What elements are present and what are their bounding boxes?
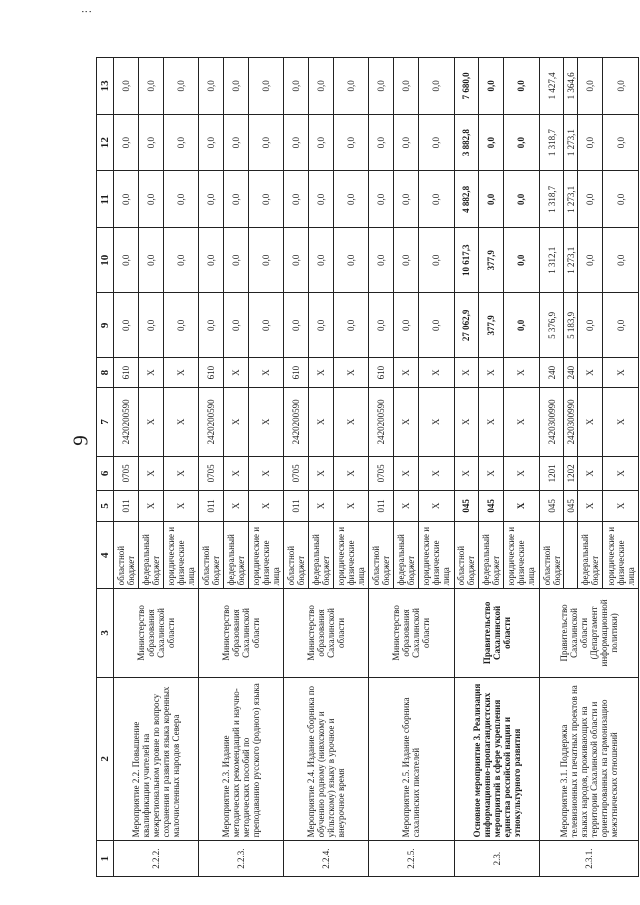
amount-value: 0,0 [114,171,139,228]
amount-value: 0,0 [394,228,419,293]
budget-code: X [309,358,334,387]
budget-code: X [333,358,369,387]
amount-value: 0,0 [309,228,334,293]
budget-code: X [603,387,639,456]
amount-value: 0,0 [199,114,224,171]
amount-value: 5 183,9 [564,293,578,358]
amount-value: 0,0 [199,228,224,293]
amount-value: 0,0 [603,58,639,115]
funding-source: юридические и физические лица [504,522,540,589]
budget-code: 2420200590 [199,387,224,456]
event-name: Мероприятие 3.1. Поддержка телевизионных и печатных проектов на языках народов, проживающих на территории Сахалинской области и ориентированных на гармонизацию межэтнических отношений [539,677,638,841]
budget-code: 2420200590 [369,387,394,456]
budget-code: X [418,358,454,387]
amount-value: 0,0 [163,171,199,228]
corner-mark: ⋮ [80,6,92,17]
amount-value: 0,0 [369,293,394,358]
amount-value: 0,0 [138,58,163,115]
amount-value: 0,0 [199,171,224,228]
header-cell: 8 [97,358,114,387]
amount-value: 0,0 [309,58,334,115]
event-name: Основное мероприятие 3. Реализация информационно-пропагандистских мероприятий в сфере укрепления единства российской нации и этнокультурного развития [454,677,539,841]
budget-code: 0705 [199,457,224,491]
funding-source: областной бюджет [199,522,224,589]
event-name: Мероприятие 2.4. Издание сборника по обучению родному (нивхскому и уйльтскому) языку в урочное и внеурочное время [284,677,369,841]
amount-value: 0,0 [603,171,639,228]
funding-source: юридические и физические лица [163,522,199,589]
budget-table [96,57,639,877]
amount-value: 0,0 [418,228,454,293]
header-cell: 2 [97,677,114,841]
amount-value: 0,0 [284,293,309,358]
budget-code: 0705 [369,457,394,491]
funding-source: федеральный бюджет [309,522,334,589]
funding-source: юридические и физические лица [333,522,369,589]
amount-value: 0,0 [333,228,369,293]
amount-value: 0,0 [333,114,369,171]
budget-code: X [333,387,369,456]
amount-value: 0,0 [479,58,504,115]
budget-code: X [394,490,419,521]
row-number: 2.3.1. [539,841,638,877]
amount-value: 0,0 [578,58,603,115]
budget-code: X [248,387,284,456]
amount-value: 0,0 [163,114,199,171]
amount-value: 0,0 [138,228,163,293]
budget-code: X [223,387,248,456]
row-number: 2.2.2. [114,841,199,877]
budget-code: X [248,457,284,491]
amount-value: 0,0 [369,58,394,115]
budget-code: X [454,387,479,456]
executor: Правительство Сахалинской области (Департамент информационной политики) [539,589,638,677]
budget-code: 2420300990 [539,387,564,456]
amount-value: 0,0 [394,293,419,358]
amount-value: 0,0 [114,114,139,171]
header-cell: 9 [97,293,114,358]
event-name: Мероприятие 2.3. Издание методических рекомендаций и научно-методических пособий по преподаванию русского (родного) языка [199,677,284,841]
table-row [114,58,139,877]
budget-code: X [223,457,248,491]
funding-source: юридические и физические лица [603,522,639,589]
budget-code: X [163,358,199,387]
amount-value: 0,0 [333,58,369,115]
amount-value: 0,0 [479,171,504,228]
amount-value: 0,0 [138,293,163,358]
amount-value: 0,0 [369,114,394,171]
budget-code: X [578,358,603,387]
executor: Правительство Сахалинской области [454,589,539,677]
amount-value: 5 376,9 [539,293,564,358]
budget-code: 1201 [539,457,564,491]
funding-source: федеральный бюджет [578,522,603,589]
amount-value: 0,0 [418,58,454,115]
budget-code: 011 [284,490,309,521]
amount-value: 0,0 [309,171,334,228]
amount-value: 0,0 [603,228,639,293]
budget-code: X [309,387,334,456]
budget-code: X [454,457,479,491]
amount-value: 0,0 [504,293,540,358]
budget-code: 610 [199,358,224,387]
budget-code: X [309,490,334,521]
page-number: 9 [68,435,93,446]
amount-value: 0,0 [418,171,454,228]
amount-value: 0,0 [163,228,199,293]
amount-value: 1 318,7 [539,114,564,171]
amount-value: 0,0 [603,293,639,358]
amount-value: 0,0 [248,293,284,358]
budget-code: X [418,490,454,521]
amount-value: 0,0 [248,228,284,293]
budget-code: 2420300990 [564,387,578,456]
header-row [97,58,114,877]
budget-code: X [418,387,454,456]
amount-value: 1 427,4 [539,58,564,115]
amount-value: 0,0 [603,114,639,171]
amount-value: 0,0 [504,228,540,293]
amount-value: 7 680,0 [454,58,479,115]
amount-value: 3 882,8 [454,114,479,171]
budget-code: X [163,387,199,456]
amount-value: 0,0 [284,114,309,171]
executor: Министерство образования Сахалинской области [369,589,454,677]
amount-value: 1 318,7 [539,171,564,228]
budget-code: X [603,358,639,387]
header-cell: 4 [97,522,114,589]
funding-source: федеральный бюджет [394,522,419,589]
header-cell: 10 [97,228,114,293]
executor: Министерство образования Сахалинской области [114,589,199,677]
budget-code: X [333,490,369,521]
budget-code: 610 [284,358,309,387]
amount-value: 0,0 [223,171,248,228]
amount-value: 0,0 [504,114,540,171]
amount-value: 0,0 [163,58,199,115]
amount-value: 0,0 [248,114,284,171]
amount-value: 0,0 [578,171,603,228]
budget-code: 240 [539,358,564,387]
amount-value: 0,0 [284,58,309,115]
budget-code: X [418,457,454,491]
amount-value: 0,0 [114,228,139,293]
budget-code: X [504,387,540,456]
budget-code: X [138,457,163,491]
amount-value: 0,0 [309,293,334,358]
budget-code: X [504,490,540,521]
budget-code: X [223,358,248,387]
budget-code: 011 [369,490,394,521]
header-cell: 12 [97,114,114,171]
amount-value: 0,0 [333,293,369,358]
amount-value: 0,0 [248,58,284,115]
event-name: Мероприятие 2.2. Повышение квалификации учителей на межрегиональном уровне по вопросу сохранения и развития языка коренных малочисленных народов Севера [114,677,199,841]
amount-value: 377,9 [479,293,504,358]
amount-value: 0,0 [394,58,419,115]
header-cell: 7 [97,387,114,456]
amount-value: 0,0 [199,58,224,115]
amount-value: 0,0 [333,171,369,228]
amount-value: 0,0 [223,228,248,293]
amount-value: 0,0 [138,171,163,228]
executor: Министерство образования Сахалинской области [284,589,369,677]
amount-value: 1 273,1 [564,114,578,171]
budget-code: 610 [114,358,139,387]
amount-value: 0,0 [578,293,603,358]
funding-source: областной бюджет [539,522,564,589]
amount-value: 0,0 [138,114,163,171]
amount-value: 0,0 [418,293,454,358]
amount-value: 0,0 [284,171,309,228]
budget-code: X [138,387,163,456]
funding-source [564,522,578,589]
table-row [539,58,564,877]
budget-code: X [603,490,639,521]
amount-value: 0,0 [223,293,248,358]
amount-value: 0,0 [504,58,540,115]
budget-code: 011 [199,490,224,521]
amount-value: 0,0 [394,114,419,171]
amount-value: 4 882,8 [454,171,479,228]
amount-value: 0,0 [369,171,394,228]
header-cell: 11 [97,171,114,228]
table-row [199,58,224,877]
amount-value: 0,0 [114,58,139,115]
amount-value: 0,0 [163,293,199,358]
amount-value: 1 312,1 [539,228,564,293]
funding-source: областной бюджет [369,522,394,589]
budget-code: 045 [454,490,479,521]
funding-source: федеральный бюджет [138,522,163,589]
header-cell: 13 [97,58,114,115]
budget-code: X [248,358,284,387]
budget-code: 240 [564,358,578,387]
amount-value: 0,0 [199,293,224,358]
funding-source: юридические и физические лица [248,522,284,589]
budget-code: X [394,457,419,491]
funding-source: федеральный бюджет [223,522,248,589]
header-cell: 6 [97,457,114,491]
amount-value: 0,0 [479,114,504,171]
amount-value: 0,0 [223,58,248,115]
budget-code: 011 [114,490,139,521]
budget-code: X [394,387,419,456]
budget-code: X [504,457,540,491]
budget-code: X [163,457,199,491]
funding-source: юридические и физические лица [418,522,454,589]
amount-value: 0,0 [578,228,603,293]
budget-code: X [138,490,163,521]
amount-value: 1 364,6 [564,58,578,115]
budget-code: 0705 [284,457,309,491]
funding-source: федеральный бюджет [479,522,504,589]
amount-value: 0,0 [114,293,139,358]
budget-code: X [138,358,163,387]
budget-code: X [578,387,603,456]
header-cell: 3 [97,589,114,677]
budget-code: X [223,490,248,521]
amount-value: 0,0 [284,228,309,293]
amount-value: 27 062,9 [454,293,479,358]
budget-code: X [578,457,603,491]
budget-code: X [479,387,504,456]
budget-code: 045 [479,490,504,521]
budget-code: X [603,457,639,491]
budget-code: X [578,490,603,521]
table-row [454,58,479,877]
budget-code: 045 [539,490,564,521]
event-name: Мероприятие 2.5. Издание сборника сахалинских писателей [369,677,454,841]
table-row [369,58,394,877]
budget-code: X [163,490,199,521]
funding-source: областной бюджет [114,522,139,589]
budget-code: X [394,358,419,387]
rotated-table-wrapper [96,57,639,877]
budget-code: X [454,358,479,387]
budget-code: X [309,457,334,491]
amount-value: 377,9 [479,228,504,293]
header-cell: 5 [97,490,114,521]
row-number: 2.2.3. [199,841,284,877]
amount-value: 0,0 [248,171,284,228]
row-number: 2.2.5. [369,841,454,877]
table-row [284,58,309,877]
header-cell: 1 [97,841,114,877]
amount-value: 0,0 [578,114,603,171]
budget-code: X [479,457,504,491]
budget-code: 610 [369,358,394,387]
row-number: 2.2.4. [284,841,369,877]
budget-code: X [504,358,540,387]
budget-code: 2420200590 [114,387,139,456]
budget-code: 1202 [564,457,578,491]
budget-code: 0705 [114,457,139,491]
amount-value: 0,0 [418,114,454,171]
row-number: 2.3. [454,841,539,877]
amount-value: 0,0 [223,114,248,171]
budget-code: X [333,457,369,491]
budget-code: 045 [564,490,578,521]
amount-value: 0,0 [394,171,419,228]
amount-value: 0,0 [369,228,394,293]
amount-value: 1 273,1 [564,171,578,228]
amount-value: 10 617,3 [454,228,479,293]
amount-value: 1 273,1 [564,228,578,293]
funding-source: областной бюджет [284,522,309,589]
amount-value: 0,0 [309,114,334,171]
budget-code: X [248,490,284,521]
executor: Министерство образования Сахалинской области [199,589,284,677]
amount-value: 0,0 [504,171,540,228]
budget-code: X [479,358,504,387]
budget-code: 2420200590 [284,387,309,456]
funding-source: областной бюджет [454,522,479,589]
